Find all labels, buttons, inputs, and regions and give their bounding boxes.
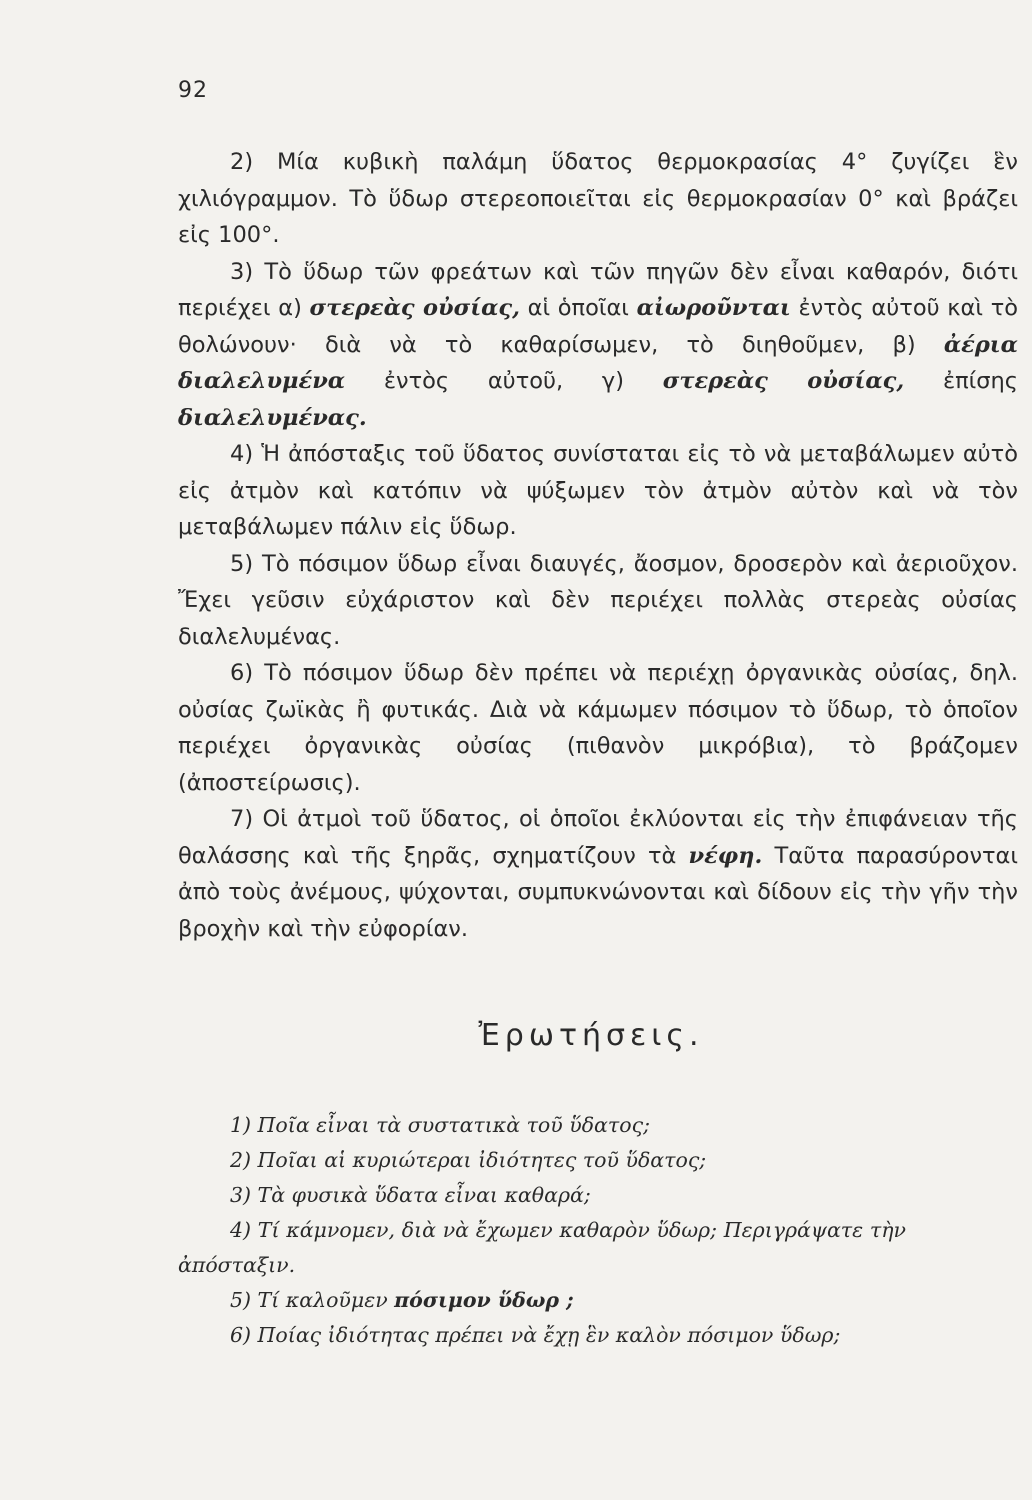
- paragraph-3-text-e: ἐντὸς αὐτοῦ καὶ τὸ θολώνουν· διὰ νὰ τὸ καθαρίσωμεν, τὸ διηθοῦμεν, β): [178, 295, 1019, 358]
- emphasis-clouds: νέφη.: [688, 842, 763, 869]
- paragraph-7-text-c: Ταῦτα παρασύρονται ἀπὸ τοὺς ἀνέμους, ψύχονται, συμπυκνώνονται καὶ δίδουν εἰς τὴν γῆν τὴν βροχὴν καὶ τὴν εὐφορίαν.: [178, 842, 1018, 942]
- paragraph-2: 2) Μία κυβικὴ παλάμη ὕδατος θερμοκρασίας 4° ζυγίζει ἓν χιλιόγραμμον. Τὸ ὕδωρ στερεοποιεῖται εἰς θερμοκρασίαν 0° καὶ βράζει εἰς 100°.: [178, 149, 1018, 248]
- paragraph-7-text-a: 7) Οἱ ἀτμοὶ τοῦ ὕδατος, οἱ ὁποῖοι ἐκλύονται εἰς τὴν ἐπιφάνειαν τῆς θαλάσσης καὶ τῆς ξηρᾶς, σχηματίζουν τὰ: [178, 806, 1018, 869]
- page-number: 92: [178, 78, 208, 103]
- body-text: [178, 144, 1018, 947]
- emphasis-dissolved-gases: ἀέρια διαλελυμένα: [178, 331, 1018, 394]
- question-5-text: 5) Τί καλοῦμεν: [230, 1288, 395, 1312]
- question-5: [178, 1283, 906, 1318]
- paragraph-4: 4) Ἡ ἀπόσταξις τοῦ ὕδατος συνίσταται εἰς τὸ νὰ μεταβάλωμεν αὐτὸ εἰς ἀτμὸν καὶ κατόπιν νὰ ψύξωμεν τὸν ἀτμὸν αὐτὸν καὶ νὰ τὸν μεταβάλωμεν πάλιν εἰς ὕδωρ.: [178, 441, 1018, 540]
- paragraph-3-text-i: ἐπίσης: [904, 368, 1018, 394]
- emphasis-suspended: αἰωροῦνται: [636, 295, 791, 321]
- paragraph-5: 5) Τὸ πόσιμον ὕδωρ εἶναι διαυγές, ἄοσμον, δροσερὸν καὶ ἀεριοῦχον. Ἔχει γεῦσιν εὐχάριστον καὶ δὲν περιέχει πολλὰς στερεὰς οὐσίας διαλελυμένας.: [178, 550, 1018, 650]
- paragraph-3-text-c: αἱ ὁποῖαι: [519, 295, 637, 321]
- paragraph-6: 6) Τὸ πόσιμον ὕδωρ δὲν πρέπει νὰ περιέχῃ ὀργανικὰς οὐσίας, δηλ. οὐσίας ζωϊκὰς ἢ φυτικάς. Διὰ νὰ κάμωμεν πόσιμον τὸ ὕδωρ, τὸ ὁποῖον περιέχει ὀργανικὰς οὐσίας (πιθανὸν μικρόβια), τὸ βράζομεν (ἀποστείρωσις).: [178, 660, 1018, 796]
- emphasis-dissolved: διαλελυμένας.: [178, 404, 367, 431]
- paragraph-3-text-a: 3) Τὸ ὕδωρ τῶν φρεάτων καὶ τῶν πηγῶν δὲν εἶναι καθαρόν, διότι περιέχει α): [178, 258, 1018, 321]
- paragraph-3-text-g: ἐντὸς αὐτοῦ, γ): [345, 368, 663, 394]
- questions-heading: Ἐρωτήσεις.: [478, 1018, 704, 1053]
- question-4: 4) Τί κάμνομεν, διὰ νὰ ἔχωμεν καθαρὸν ὕδωρ; Περιγράψατε τὴν ἀπόσταξιν.: [178, 1218, 906, 1277]
- paragraph-7: [178, 801, 1018, 947]
- question-5-emphasis: πόσιμον ὕδωρ ;: [394, 1288, 574, 1312]
- questions-list: [178, 1108, 906, 1353]
- paragraph-3: [178, 254, 1018, 437]
- emphasis-solid-substances-2: στερεὰς οὐσίας,: [662, 368, 905, 394]
- question-3: 3) Τὰ φυσικὰ ὕδατα εἶναι καθαρά;: [230, 1183, 591, 1207]
- question-2: 2) Ποῖαι αἱ κυριώτεραι ἰδιότητες τοῦ ὕδατος;: [230, 1148, 707, 1172]
- question-1: 1) Ποῖα εἶναι τὰ συστατικὰ τοῦ ὕδατος;: [230, 1113, 650, 1137]
- emphasis-solid-substances: στερεὰς οὐσίας,: [309, 295, 520, 321]
- question-6: 6) Ποίας ἰδιότητας πρέπει νὰ ἔχῃ ἓν καλὸν πόσιμον ὕδωρ;: [230, 1323, 841, 1347]
